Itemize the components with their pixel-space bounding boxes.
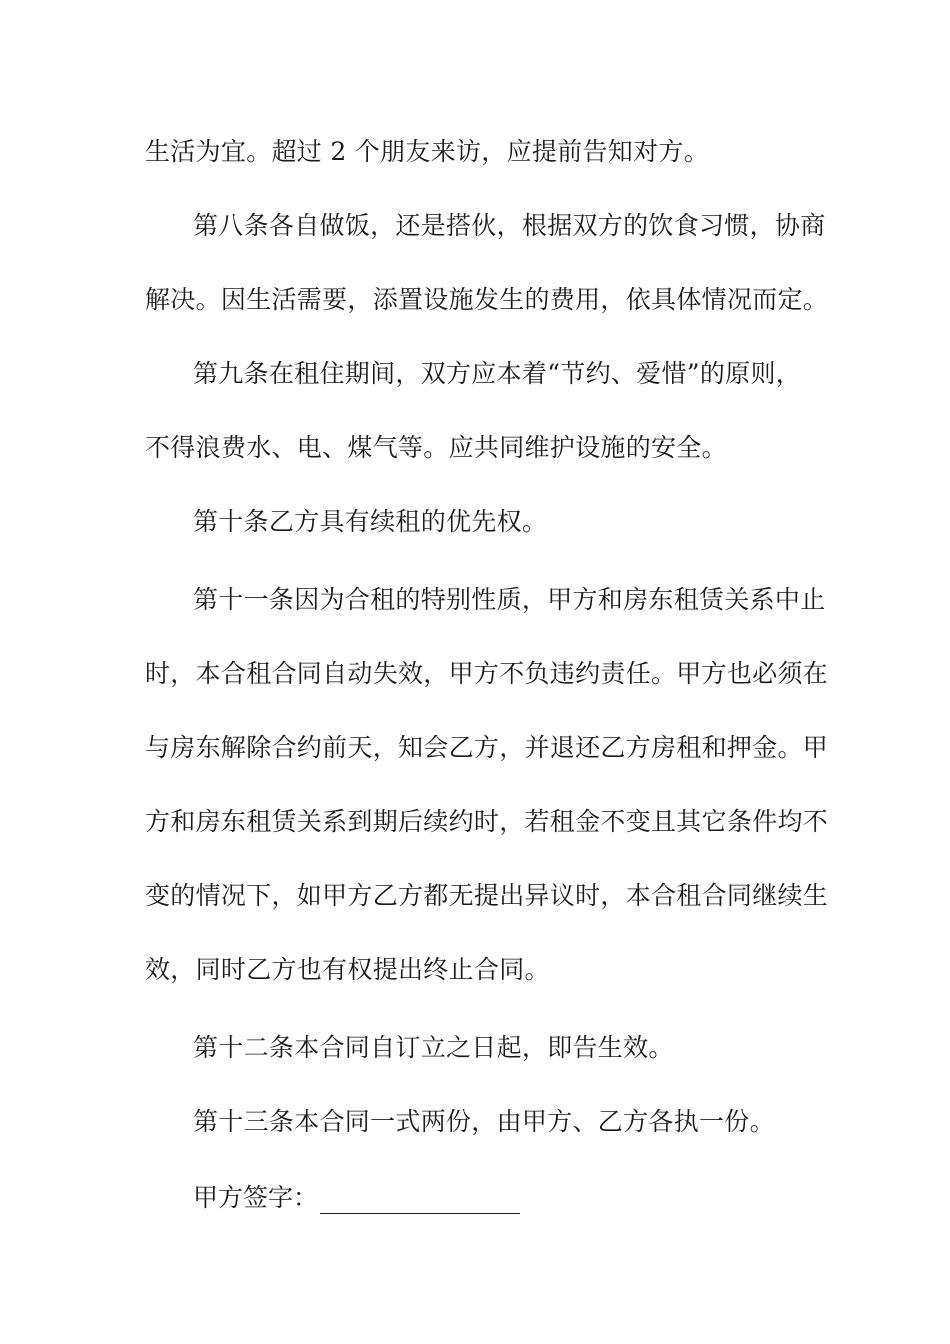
- party-a-signature-row: [193, 1182, 520, 1214]
- article-11-line-5: 变的情况下，如甲方乙方都无提出异议时，本合租合同继续生: [145, 881, 829, 910]
- article-11-line-1: 第十一条因为合租的特别性质，甲方和房东租赁关系中止: [193, 585, 826, 614]
- article-11-line-4: 方和房东租赁关系到期后续约时，若租金不变且其它条件均不: [145, 807, 829, 836]
- article-11-line-3: 与房东解除合约前天，知会乙方，并退还乙方房租和押金。甲: [145, 733, 829, 762]
- article-12-line: 第十二条本合同自订立之日起，即告生效。: [193, 1033, 674, 1062]
- paragraph-line: 生活为宜。超过 2 个朋友来访，应提前告知对方。: [145, 137, 710, 166]
- article-11-line-6: 效，同时乙方也有权提出终止合同。: [145, 955, 550, 984]
- article-9-line-2: 不得浪费水、电、煤气等。应共同维护设施的安全。: [145, 433, 727, 462]
- article-11-line-2: 时，本合租合同自动失效，甲方不负违约责任。甲方也必须在: [145, 659, 829, 688]
- party-a-signature-label: 甲方签字：: [193, 1183, 319, 1212]
- article-13-line: 第十三条本合同一式两份，由甲方、乙方各执一份。: [193, 1107, 775, 1136]
- article-9-line-1: 第九条在租住期间，双方应本着“节约、爱惜”的原则，: [193, 359, 802, 388]
- article-10-line: 第十条乙方具有续租的优先权。: [193, 507, 548, 536]
- article-8-line-2: 解决。因生活需要，添置设施发生的费用，依具体情况而定。: [145, 285, 829, 314]
- article-8-line-1: 第八条各自做饭，还是搭伙，根据双方的饮食习惯，协商: [193, 211, 826, 240]
- party-a-signature-blank[interactable]: [320, 1185, 520, 1214]
